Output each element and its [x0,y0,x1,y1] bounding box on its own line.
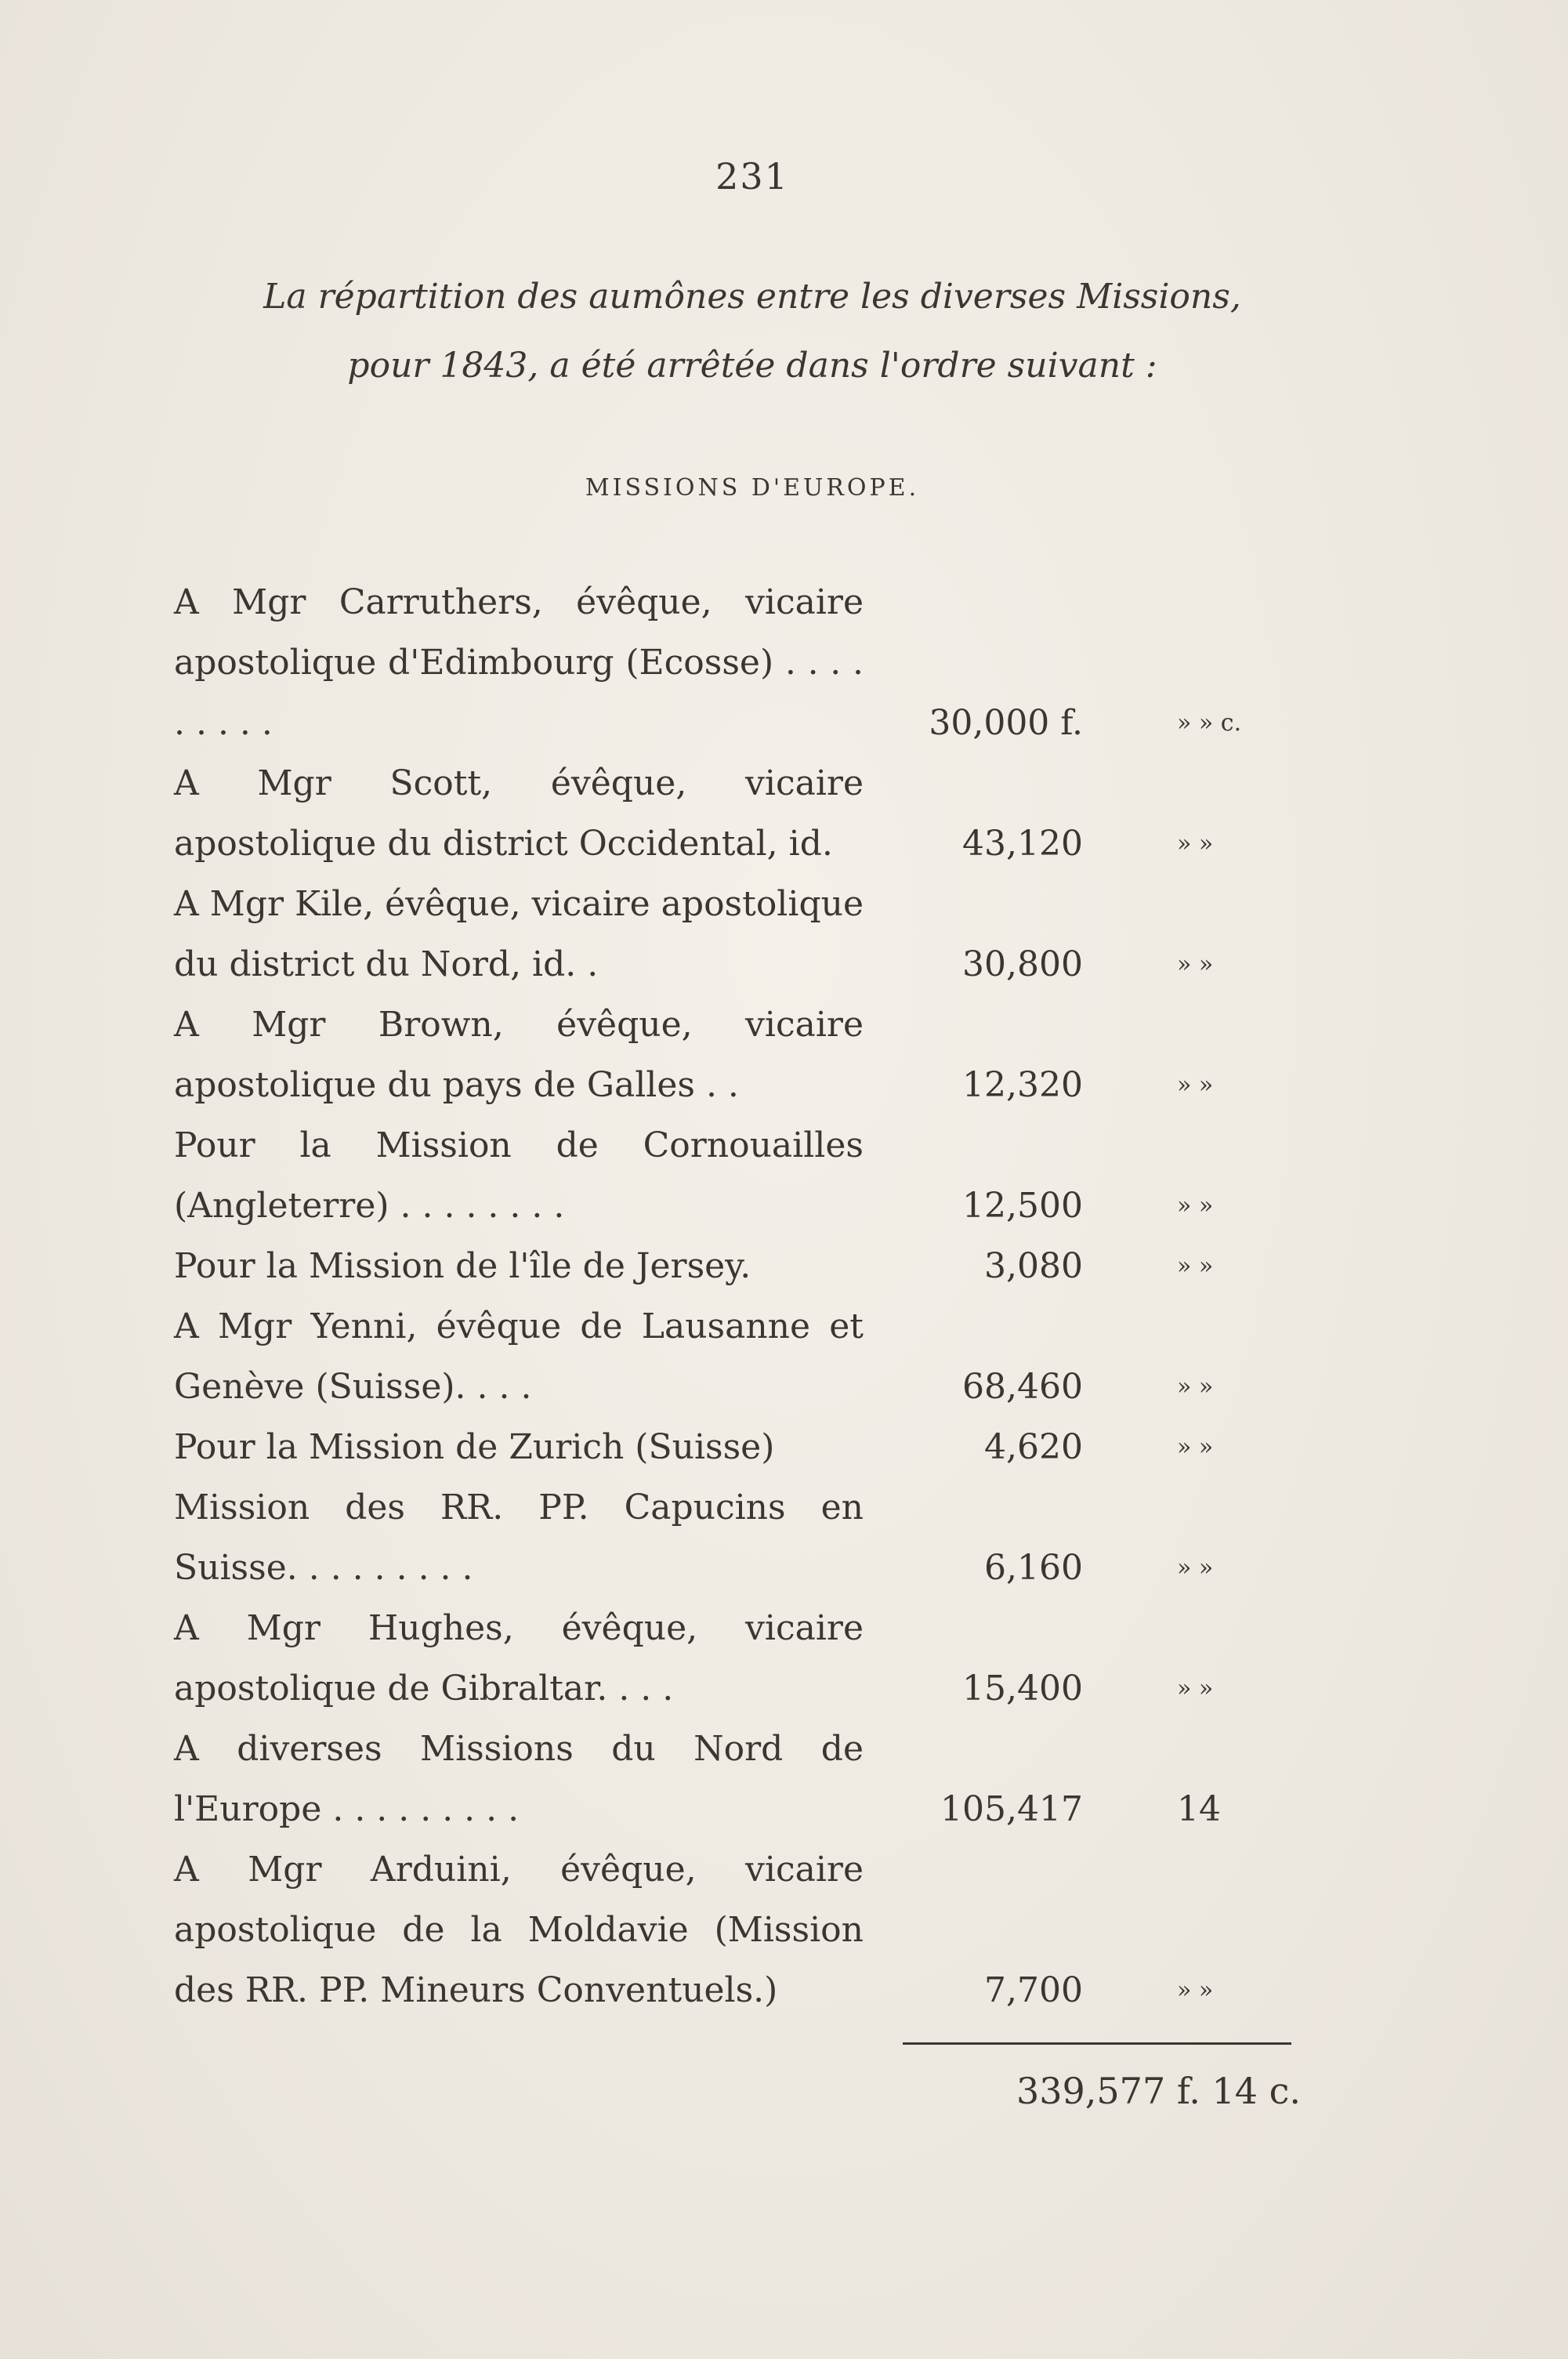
entry-amount: 7,700 [984,1970,1083,2010]
entry-amount: 6,160 [984,1548,1083,1588]
list-item [174,1417,1302,1477]
entry-cents: » » [1177,1977,1214,2004]
list-item [174,1236,1302,1296]
entry-description: A Mgr Carruthers, évêque, vicaire apostolique d'Edimbourg (Ecosse) . . . . . . . . . [174,582,864,743]
entry-description: A Mgr Arduini, évêque, vicaire apostolique de la Moldavie (Mission des RR. PP. Mineurs Conventuels.) [174,1850,864,2010]
entry-description: A Mgr Scott, évêque, vicaire apostolique du district Occidental, id. [174,763,864,864]
section-heading: MISSIONS D'EUROPE. [585,474,920,502]
list-item [174,572,1302,753]
total-amount: 339,577 f. 14 c. [1016,2070,1301,2112]
entry-cents: » » [1177,1252,1214,1280]
list-item [174,874,1302,995]
list-item [174,1115,1302,1236]
entry-amount: 4,620 [984,1427,1083,1467]
total-divider [903,2042,1291,2045]
entry-description: Pour la Mission de l'île de Jersey. [174,1246,751,1286]
entry-amount: 43,120 [962,824,1083,864]
list-item [174,1598,1302,1719]
entry-amount: 12,500 [962,1186,1083,1226]
entry-amount: 12,320 [962,1065,1083,1105]
entry-amount: 105,417 [940,1789,1083,1829]
list-item [174,1296,1302,1417]
entry-cents: » » c. [1177,709,1242,737]
entry-cents: » » [1177,951,1214,978]
entry-description: A diverses Missions du Nord de l'Europe . . . . . . . . . [174,1729,864,1829]
entry-description: Mission des RR. PP. Capucins en Suisse. . . . . . . . . [174,1488,864,1588]
entry-cents: » » [1177,1373,1214,1401]
entry-description: Pour la Mission de Cornouailles (Angleterre) . . . . . . . . [174,1125,864,1226]
list-item [174,1839,1302,2020]
intro-line-1: La répartition des aumônes entre les diverses Missions, [263,277,1241,317]
entry-cents: » » [1177,1071,1214,1099]
entry-description: A Mgr Kile, évêque, vicaire apostolique du district du Nord, id. . [174,884,864,984]
entry-amount: 30,000 f. [929,703,1083,743]
allocation-list [174,572,1302,2020]
page-number: 231 [715,155,789,197]
entry-description: Pour la Mission de Zurich (Suisse) [174,1427,775,1467]
entry-cents: » » [1177,830,1214,857]
entry-amount: 68,460 [962,1367,1083,1407]
entry-amount: 15,400 [962,1669,1083,1709]
list-item [174,753,1302,874]
list-item [174,1719,1302,1839]
list-item [174,995,1302,1115]
entry-description: A Mgr Hughes, évêque, vicaire apostolique de Gibraltar. . . . [174,1608,864,1709]
entry-description: A Mgr Yenni, évêque de Lausanne et Genève (Suisse). . . . [174,1306,864,1407]
entry-cents: 14 [1177,1789,1221,1829]
entry-cents: » » [1177,1554,1214,1582]
entry-cents: » » [1177,1675,1214,1702]
intro-line-2: pour 1843, a été arrêtée dans l'ordre suivant : [347,346,1157,386]
entry-amount: 30,800 [962,944,1083,984]
entry-cents: » » [1177,1192,1214,1219]
entry-description: A Mgr Brown, évêque, vicaire apostolique du pays de Galles . . [174,1005,864,1105]
entry-cents: » » [1177,1433,1214,1461]
list-item [174,1477,1302,1598]
entry-amount: 3,080 [984,1246,1083,1286]
